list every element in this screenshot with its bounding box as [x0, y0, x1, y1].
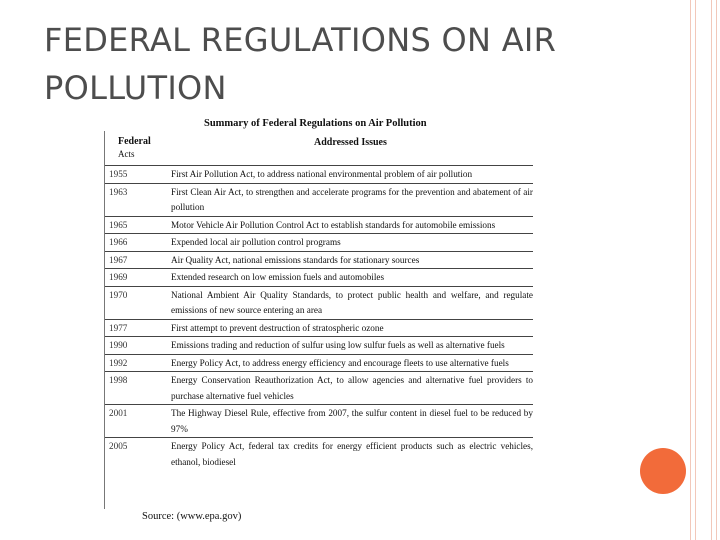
regulations-table — [104, 113, 536, 525]
table-row — [105, 354, 533, 372]
row-issue: Emissions trading and reduction of sulfur using low sulfur fuels as well as alternative fuels — [171, 340, 505, 350]
row-year: 1977 — [109, 322, 128, 333]
table-row — [105, 233, 533, 251]
row-issue: First Clean Air Act, to strengthen and accelerate programs for the prevention and abatement of air pollution — [171, 186, 533, 212]
decor-line — [690, 0, 691, 540]
row-year: 1990 — [109, 340, 128, 350]
row-issue: Energy Policy Act, to address energy efficiency and encourage fleets to use alternative fuels — [171, 357, 509, 368]
table-row — [105, 404, 533, 437]
header-acts: Acts — [118, 149, 135, 159]
row-issue: Extended research on low emission fuels and automobiles — [171, 272, 385, 282]
row-issue: Motor Vehicle Air Pollution Control Act to establish standards for automobile emissions — [171, 219, 496, 230]
row-year: 2005 — [109, 441, 128, 451]
decor-circle — [640, 448, 686, 494]
decor-line — [716, 0, 717, 540]
row-year: 2001 — [109, 408, 128, 418]
row-year: 1967 — [109, 254, 128, 265]
table-row — [105, 165, 533, 183]
row-issue: Energy Policy Act, federal tax credits for energy efficient products such as electric vehicles, ethanol, biodiesel — [171, 441, 533, 467]
row-issue: Expended local air pollution control programs — [171, 237, 341, 247]
table-source: Source: (www.epa.gov) — [142, 511, 242, 522]
row-year: 1992 — [109, 357, 128, 368]
row-issue: Energy Conservation Reauthorization Act, to allow agencies and alternative fuel providers to purchase alternative fuel vehicles — [171, 375, 533, 401]
header-federal: Federal — [118, 136, 151, 147]
table-row — [105, 268, 533, 286]
slide-title: FEDERAL REGULATIONS ON AIR POLLUTION — [44, 21, 557, 107]
row-year: 1998 — [109, 375, 128, 385]
row-year: 1965 — [109, 219, 128, 230]
row-year: 1963 — [109, 186, 128, 197]
table-row — [105, 183, 533, 216]
row-issue: The Highway Diesel Rule, effective from 2007, the sulfur content in diesel fuel to be reduced by 97% — [171, 408, 533, 434]
row-year: 1970 — [109, 289, 128, 300]
row-year: 1969 — [109, 272, 128, 282]
table-row — [105, 216, 533, 234]
row-year: 1955 — [109, 169, 128, 179]
table-row — [105, 319, 533, 337]
decor-line — [711, 0, 712, 540]
row-year: 1966 — [109, 237, 128, 247]
table-title: Summary of Federal Regulations on Air Pollution — [204, 118, 427, 129]
table-row — [105, 286, 533, 319]
header-addressed-issues: Addressed Issues — [314, 137, 387, 148]
table-row — [105, 336, 533, 354]
table-row — [105, 371, 533, 404]
row-issue: National Ambient Air Quality Standards, to protect public health and welfare, and regulate emissions of new source entering an area — [171, 289, 533, 315]
table-row — [105, 437, 533, 470]
row-issue: First attempt to prevent destruction of stratospheric ozone — [171, 322, 384, 333]
table-row — [105, 251, 533, 269]
row-issue: First Air Pollution Act, to address national environmental problem of air pollution — [171, 169, 473, 179]
table-body — [105, 165, 533, 470]
decor-line — [695, 0, 696, 540]
row-issue: Air Quality Act, national emissions standards for stationary sources — [171, 254, 420, 265]
